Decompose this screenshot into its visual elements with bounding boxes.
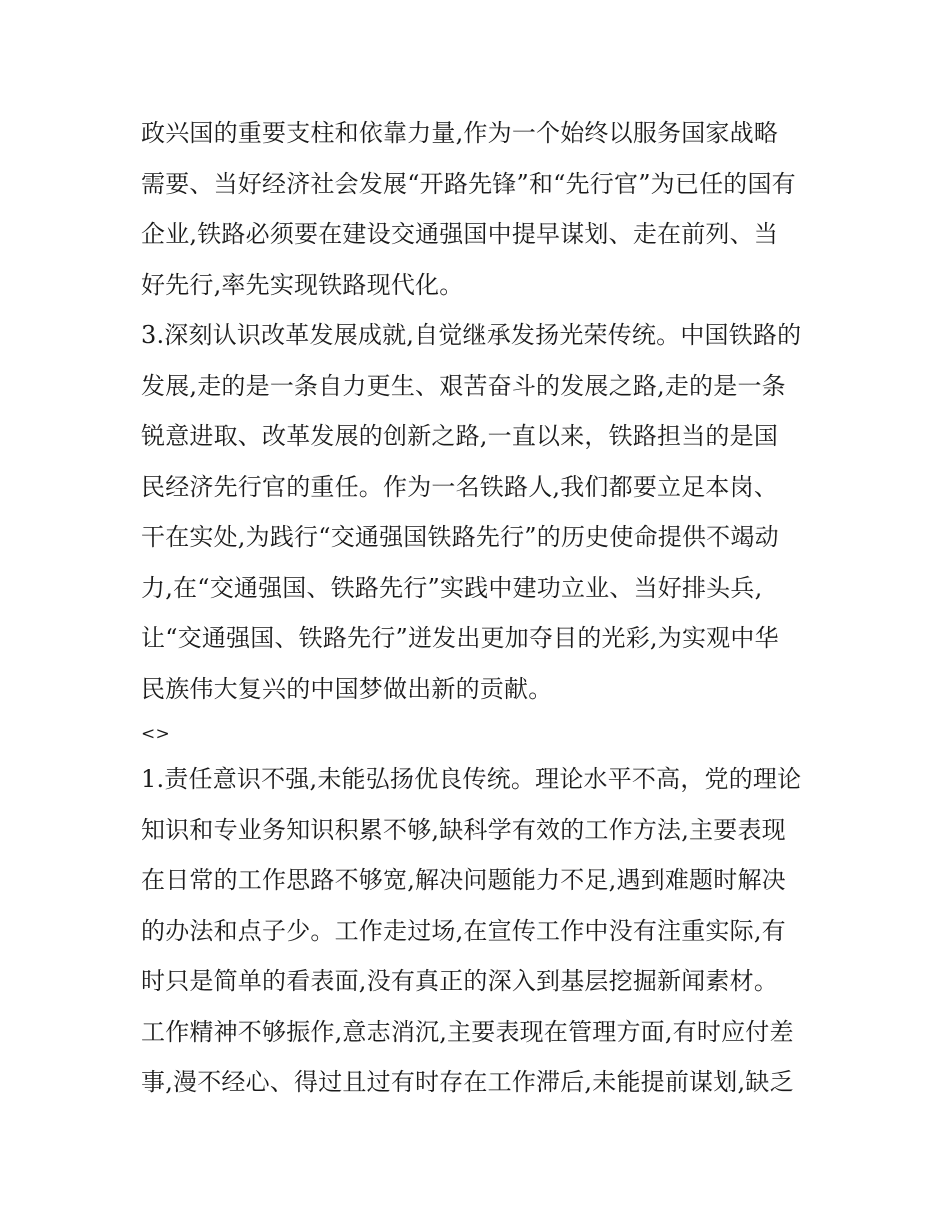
text-line: 民经济先行官的重任。作为一名铁路人,我们都要立足本岗、 [141, 472, 779, 501]
text-line: 好先行,率先实现铁路现代化。 [141, 270, 464, 299]
document-body [141, 108, 821, 1108]
separator-mark: <> [141, 724, 170, 744]
text-line: 企业,铁路必须要在建设交通强国中提早谋划、走在前列、当 [141, 220, 779, 248]
text-line: 的办法和点子少。工作走过场,在宣传工作中没有注重实际,有 [141, 916, 786, 945]
text-line: 政兴国的重要支柱和依靠力量,作为一个始终以服务国家战略 [141, 119, 779, 147]
text-line: 需要、当好经济社会发展“开路先锋”和“先行官”为已任的国有 [141, 169, 796, 198]
text-line: 时只是简单的看表面,没有真正的深入到基层挖掘新闻素材。 [141, 967, 779, 995]
text-line: 3.深刻认识改革发展成就,自觉继承发扬光荣传统。中国铁路的 [141, 321, 802, 349]
text-line: 工作精神不够振作,意志消沉,主要表现在管理方面,有时应付差 [141, 1017, 794, 1046]
text-line: 干在实处,为践行“交通强国铁路先行”的历史使命提供不竭动 [141, 523, 779, 551]
text-line: 1.责任意识不强,未能弘扬优良传统。理论水平不高，党的理论 [141, 765, 802, 793]
text-line: 力,在“交通强国、铁路先行”实践中建功立业、当好排头兵, [141, 573, 763, 602]
text-line: 发展,走的是一条自力更生、艰苦奋斗的发展之路,走的是一条 [141, 371, 786, 400]
text-line: 锐意进取、改革发展的创新之路,一直以来，铁路担当的是国 [141, 422, 779, 450]
text-line: 知识和专业务知识积累不够,缺科学有效的工作方法,主要表现 [141, 815, 786, 844]
text-line: 民族伟大复兴的中国梦做出新的贡献。 [141, 674, 553, 703]
text-line: 让“交通强国、铁路先行”迸发出更加夺目的光彩,为实观中华 [141, 624, 779, 652]
text-line: 在日常的工作思路不够宽,解决问题能力不足,遇到难题时解决 [141, 866, 786, 894]
text-line: 事,漫不经心、得过且过有时存在工作滞后,未能提前谋划,缺乏 [141, 1068, 794, 1096]
